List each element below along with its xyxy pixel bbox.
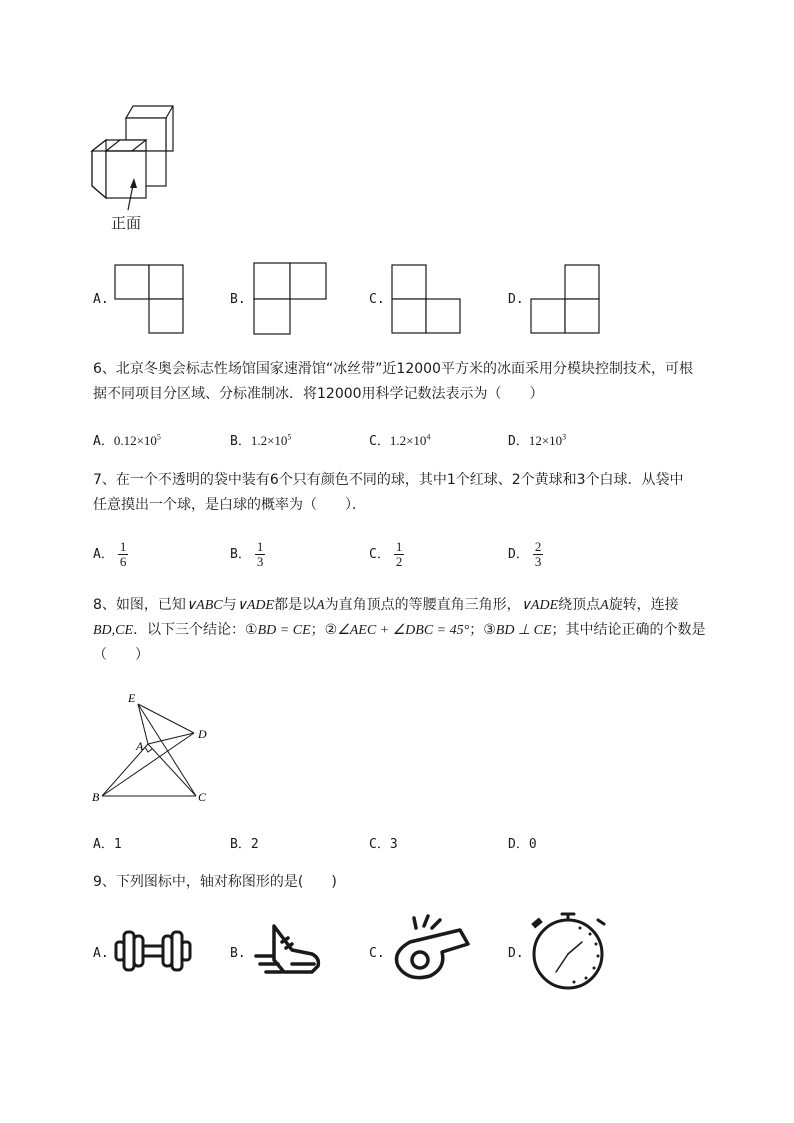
- q7-option-d[interactable]: D． $\frac{2}{3}$: [508, 539, 542, 569]
- label-d: D: [198, 727, 207, 741]
- dumbbell-icon: [114, 926, 194, 976]
- label-b: B: [92, 790, 100, 804]
- q7-option-a[interactable]: A． $\frac{1}{6}$: [93, 539, 127, 569]
- q5-option-b-figure: [253, 262, 329, 336]
- stopwatch-icon: [528, 908, 614, 992]
- q7-option-c[interactable]: C． $\frac{1}{2}$: [369, 539, 403, 569]
- q8-stem: 8、如图，已知∨ABC与∨ADE都是以A为直角顶点的等腰直角三角形，∨ADE绕顶点A旋转，连接 BD,CE．以下三个结论：①BD = CE；②∠AEC + ∠DBC = 45°；③BD ⊥ CE；其中结论正确的个数是 （ ）: [93, 597, 706, 663]
- q6-option-b[interactable]: B．$1.2\times 10^5$: [230, 432, 292, 449]
- q5-option-b[interactable]: B.: [230, 292, 246, 307]
- whistle-icon: [390, 912, 474, 982]
- q9-stem: 9、下列图标中，轴对称图形的是( ): [93, 874, 337, 890]
- q6-option-c[interactable]: C．$1.2\times 10^4$: [369, 432, 431, 449]
- label-c: C: [198, 790, 207, 804]
- front-label: 正面: [111, 214, 142, 232]
- q8-option-b[interactable]: B．2: [230, 837, 259, 852]
- q5-option-a-figure: [114, 264, 186, 336]
- q7-option-b[interactable]: B． $\frac{1}{3}$: [230, 539, 264, 569]
- label-a: A: [136, 739, 144, 753]
- q7-stem: 7、在一个不透明的袋中装有6个只有颜色不同的球，其中1个红球、2个黄球和3个白球．从袋中 任意摸出一个球，是白球的概率为（ ）．: [93, 472, 684, 513]
- q8-option-c[interactable]: C．3: [369, 837, 398, 852]
- q8-triangle-figure: [88, 688, 218, 808]
- q5-option-a[interactable]: A.: [93, 292, 109, 307]
- q5-option-d-figure: [530, 264, 602, 336]
- q9-option-c[interactable]: C.: [369, 946, 385, 961]
- q5-option-d[interactable]: D.: [508, 292, 524, 307]
- label-e: E: [128, 691, 136, 705]
- q9-option-b[interactable]: B.: [230, 946, 246, 961]
- q9-option-a[interactable]: A.: [93, 946, 109, 961]
- q6-option-a[interactable]: A．$0.12\times 10^5$: [93, 432, 161, 449]
- running-shoe-icon: [252, 920, 326, 980]
- q8-option-d[interactable]: D．0: [508, 837, 537, 852]
- q6-stem: 6、北京冬奥会标志性场馆国家速滑馆“冰丝带”近12000平方米的冰面采用分模块控制技术，可根 据不同项目分区域、分标准制冰．将12000用科学记数法表示为（ ）: [93, 361, 693, 402]
- q5-option-c-figure: [391, 264, 463, 336]
- q6-option-d[interactable]: D．$12\times 10^3$: [508, 432, 567, 449]
- q8-option-a[interactable]: A．1: [93, 837, 122, 852]
- q5-option-c[interactable]: C.: [369, 292, 385, 307]
- q9-option-d[interactable]: D.: [508, 946, 524, 961]
